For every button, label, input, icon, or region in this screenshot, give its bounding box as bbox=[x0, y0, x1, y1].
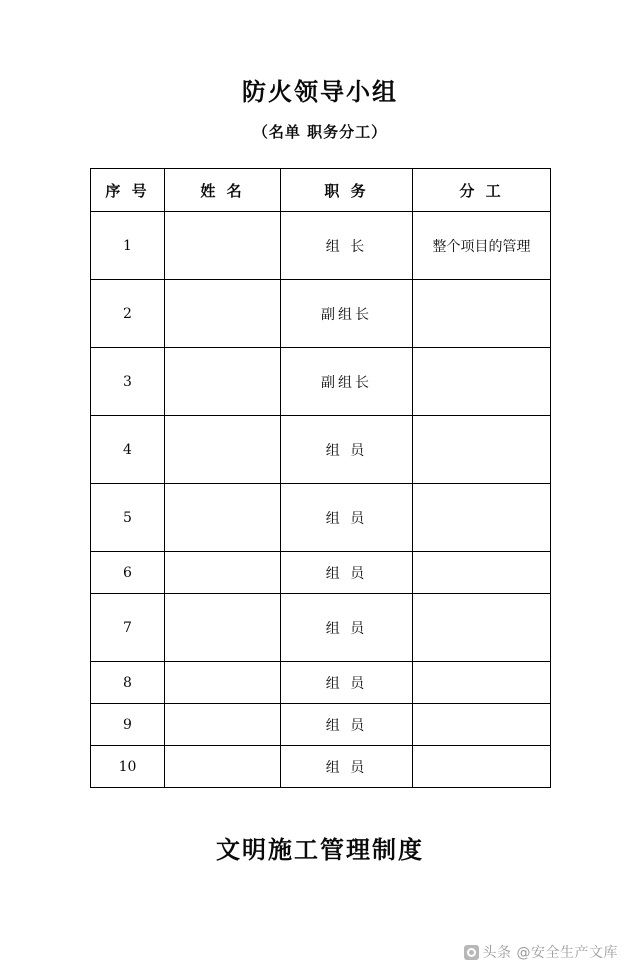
cell-duty[interactable] bbox=[413, 552, 551, 594]
cell-no: 5 bbox=[91, 484, 165, 552]
column-header-duty: 分 工 bbox=[413, 169, 551, 212]
cell-post: 副组长 bbox=[281, 280, 413, 348]
page-subtitle: （名单 职务分工） bbox=[252, 123, 388, 141]
cell-name[interactable] bbox=[165, 552, 281, 594]
table-row bbox=[91, 662, 551, 704]
cell-post: 组 长 bbox=[281, 212, 413, 280]
cell-post: 组 员 bbox=[281, 552, 413, 594]
document-page bbox=[0, 72, 640, 978]
roster-table-wrapper bbox=[90, 168, 550, 788]
cell-post: 组 员 bbox=[281, 746, 413, 788]
table-header bbox=[91, 169, 551, 212]
cell-name[interactable] bbox=[165, 662, 281, 704]
cell-post: 组 员 bbox=[281, 704, 413, 746]
cell-duty[interactable] bbox=[413, 484, 551, 552]
column-header-post: 职 务 bbox=[281, 169, 413, 212]
cell-name[interactable] bbox=[165, 212, 281, 280]
cell-duty[interactable] bbox=[413, 662, 551, 704]
watermark-text: 头条 @安全生产文库 bbox=[482, 945, 618, 961]
cell-no: 2 bbox=[91, 280, 165, 348]
cell-duty[interactable] bbox=[413, 746, 551, 788]
table-row bbox=[91, 746, 551, 788]
watermark bbox=[464, 942, 618, 962]
cell-no: 8 bbox=[91, 662, 165, 704]
cell-no: 7 bbox=[91, 594, 165, 662]
secondary-page-title: 文明施工管理制度 bbox=[216, 836, 424, 864]
cell-name[interactable] bbox=[165, 484, 281, 552]
cell-post: 组 员 bbox=[281, 594, 413, 662]
cell-name[interactable] bbox=[165, 416, 281, 484]
table-row bbox=[91, 348, 551, 416]
table-row bbox=[91, 212, 551, 280]
cell-duty[interactable] bbox=[413, 280, 551, 348]
cell-name[interactable] bbox=[165, 348, 281, 416]
cell-name[interactable] bbox=[165, 746, 281, 788]
cell-duty[interactable]: 整个项目的管理 bbox=[413, 212, 551, 280]
cell-post: 组 员 bbox=[281, 662, 413, 704]
cell-post: 组 员 bbox=[281, 416, 413, 484]
cell-post: 组 员 bbox=[281, 484, 413, 552]
cell-duty[interactable] bbox=[413, 704, 551, 746]
cell-no: 6 bbox=[91, 552, 165, 594]
cell-no: 4 bbox=[91, 416, 165, 484]
cell-no: 3 bbox=[91, 348, 165, 416]
cell-duty[interactable] bbox=[413, 594, 551, 662]
table-row bbox=[91, 594, 551, 662]
fire-prevention-leadership-table bbox=[90, 168, 551, 788]
page-title: 防火领导小组 bbox=[242, 78, 398, 106]
table-body bbox=[91, 212, 551, 788]
cell-post: 副组长 bbox=[281, 348, 413, 416]
cell-duty[interactable] bbox=[413, 348, 551, 416]
cell-no: 1 bbox=[91, 212, 165, 280]
table-row bbox=[91, 280, 551, 348]
toutiao-icon bbox=[464, 945, 479, 960]
table-row bbox=[91, 416, 551, 484]
table-header-row bbox=[91, 169, 551, 212]
column-header-name: 姓 名 bbox=[165, 169, 281, 212]
column-header-no: 序 号 bbox=[91, 169, 165, 212]
cell-name[interactable] bbox=[165, 704, 281, 746]
table-row bbox=[91, 552, 551, 594]
table-row bbox=[91, 484, 551, 552]
cell-name[interactable] bbox=[165, 594, 281, 662]
cell-no: 10 bbox=[91, 746, 165, 788]
cell-no: 9 bbox=[91, 704, 165, 746]
cell-duty[interactable] bbox=[413, 416, 551, 484]
cell-name[interactable] bbox=[165, 280, 281, 348]
table-row bbox=[91, 704, 551, 746]
